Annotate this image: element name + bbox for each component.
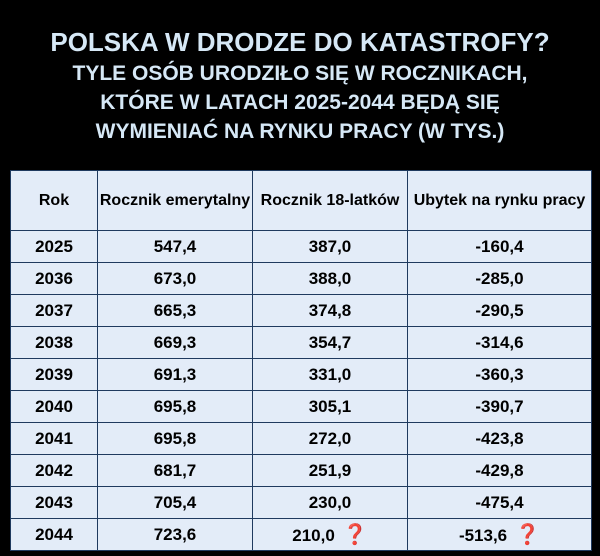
- retirement-cell-value: 547,4: [153, 236, 197, 256]
- subtitle-line-2: KTÓRE W LATACH 2025-2044 BĘDĄ SIĘ: [100, 91, 500, 114]
- eighteen-cell: [253, 359, 408, 391]
- retirement-cell-value: 669,3: [153, 332, 197, 352]
- retirement-cell: [98, 519, 253, 551]
- labor-loss-cell-value: -429,8: [475, 460, 524, 480]
- labor-loss-cell-value: -390,7: [475, 396, 524, 416]
- year-cell-value: 2036: [35, 268, 73, 288]
- year-cell: [11, 391, 98, 423]
- labor-loss-cell-value: -475,4: [475, 492, 524, 512]
- table-row: [11, 327, 592, 359]
- year-cell: [11, 263, 98, 295]
- retirement-cell: [98, 327, 253, 359]
- question-mark-icon: ❓: [515, 524, 541, 546]
- labor-loss-cell: [408, 487, 592, 519]
- retirement-cell: [98, 455, 253, 487]
- retirement-cell-value: 691,3: [153, 364, 197, 384]
- year-cell-value: 2038: [35, 332, 73, 352]
- year-cell: [11, 519, 98, 551]
- retirement-cell-value: 681,7: [153, 460, 197, 480]
- year-cell-value: 2039: [35, 364, 73, 384]
- table-header-row: [11, 171, 592, 231]
- year-cell: [11, 423, 98, 455]
- year-cell-value: 2040: [35, 396, 73, 416]
- labor-loss-cell-value: -360,3: [475, 364, 524, 384]
- retirement-cell-value: 695,8: [153, 396, 197, 416]
- column-header-18-year-olds: Rocznik 18-latków: [253, 171, 408, 231]
- year-cell: [11, 359, 98, 391]
- labor-loss-cell-value: -160,4: [475, 236, 524, 256]
- labor-loss-cell: [408, 295, 592, 327]
- retirement-cell: [98, 295, 253, 327]
- year-cell: [11, 327, 98, 359]
- table-row: [11, 487, 592, 519]
- year-cell: [11, 487, 98, 519]
- retirement-cell: [98, 359, 253, 391]
- table-row: [11, 391, 592, 423]
- retirement-cell-value: 673,0: [153, 268, 197, 288]
- eighteen-cell: [253, 391, 408, 423]
- labor-loss-cell: [408, 423, 592, 455]
- labor-loss-cell-value: -285,0: [475, 268, 524, 288]
- table-row: [11, 423, 592, 455]
- year-cell-value: 2041: [35, 428, 73, 448]
- year-cell: [11, 295, 98, 327]
- eighteen-cell-value: 354,7: [308, 332, 352, 352]
- eighteen-cell-value: 305,1: [308, 396, 352, 416]
- table-row: [11, 455, 592, 487]
- retirement-cell-value: 705,4: [153, 492, 197, 512]
- subtitle-line-1: TYLE OSÓB URODZIŁO SIĘ W ROCZNIKACH,: [72, 62, 528, 85]
- labor-loss-cell-value: -290,5: [475, 300, 524, 320]
- eighteen-cell: [253, 519, 408, 551]
- column-header-retirement: Rocznik emerytalny: [98, 171, 253, 231]
- eighteen-cell-value: 387,0: [308, 236, 352, 256]
- year-cell: [11, 455, 98, 487]
- eighteen-cell-value: 230,0: [308, 492, 352, 512]
- eighteen-cell-value: 251,9: [308, 460, 352, 480]
- labor-loss-cell-value: -513,6: [458, 526, 508, 545]
- retirement-cell-value: 695,8: [153, 428, 197, 448]
- eighteen-cell-value: 374,8: [308, 300, 352, 320]
- eighteen-cell: [253, 423, 408, 455]
- retirement-cell: [98, 487, 253, 519]
- table-row: [11, 295, 592, 327]
- labor-loss-cell: [408, 519, 592, 551]
- eighteen-cell: [253, 295, 408, 327]
- subtitle-line-3: WYMIENIAĆ NA RYNKU PRACY (W TYS.): [95, 120, 505, 143]
- eighteen-cell-value: 272,0: [308, 428, 352, 448]
- column-header-year: Rok: [11, 171, 98, 231]
- eighteen-cell: [253, 231, 408, 263]
- year-cell-value: 2043: [35, 492, 73, 512]
- data-table: [10, 170, 592, 551]
- labor-loss-cell: [408, 359, 592, 391]
- eighteen-cell-value: 388,0: [308, 268, 352, 288]
- table-row: [11, 519, 592, 551]
- labor-loss-cell: [408, 231, 592, 263]
- labor-loss-cell-value: -314,6: [475, 332, 524, 352]
- retirement-cell: [98, 263, 253, 295]
- labor-loss-cell-value: -423,8: [475, 428, 524, 448]
- year-cell-value: 2025: [35, 236, 73, 256]
- header: [0, 0, 600, 170]
- eighteen-cell-value: 331,0: [308, 364, 352, 384]
- labor-loss-cell: [408, 327, 592, 359]
- eighteen-cell: [253, 487, 408, 519]
- eighteen-cell: [253, 327, 408, 359]
- retirement-cell: [98, 391, 253, 423]
- retirement-cell: [98, 423, 253, 455]
- column-header-labor-loss: Ubytek na rynku pracy: [408, 171, 592, 231]
- labor-loss-cell: [408, 455, 592, 487]
- labor-loss-cell: [408, 391, 592, 423]
- year-cell-value: 2037: [35, 300, 73, 320]
- retirement-cell: [98, 231, 253, 263]
- eighteen-cell-value: 210,0: [292, 526, 335, 545]
- retirement-cell-value: 723,6: [153, 524, 197, 544]
- retirement-cell-value: 665,3: [153, 300, 197, 320]
- year-cell-value: 2044: [35, 524, 73, 544]
- year-cell: [11, 231, 98, 263]
- table-row: [11, 231, 592, 263]
- table-row: [11, 263, 592, 295]
- year-cell-value: 2042: [35, 460, 73, 480]
- table-row: [11, 359, 592, 391]
- eighteen-cell: [253, 455, 408, 487]
- question-mark-icon: ❓: [342, 524, 368, 546]
- page-title: POLSKA W DRODZE DO KATASTROFY?: [50, 27, 550, 57]
- eighteen-cell: [253, 263, 408, 295]
- labor-loss-cell: [408, 263, 592, 295]
